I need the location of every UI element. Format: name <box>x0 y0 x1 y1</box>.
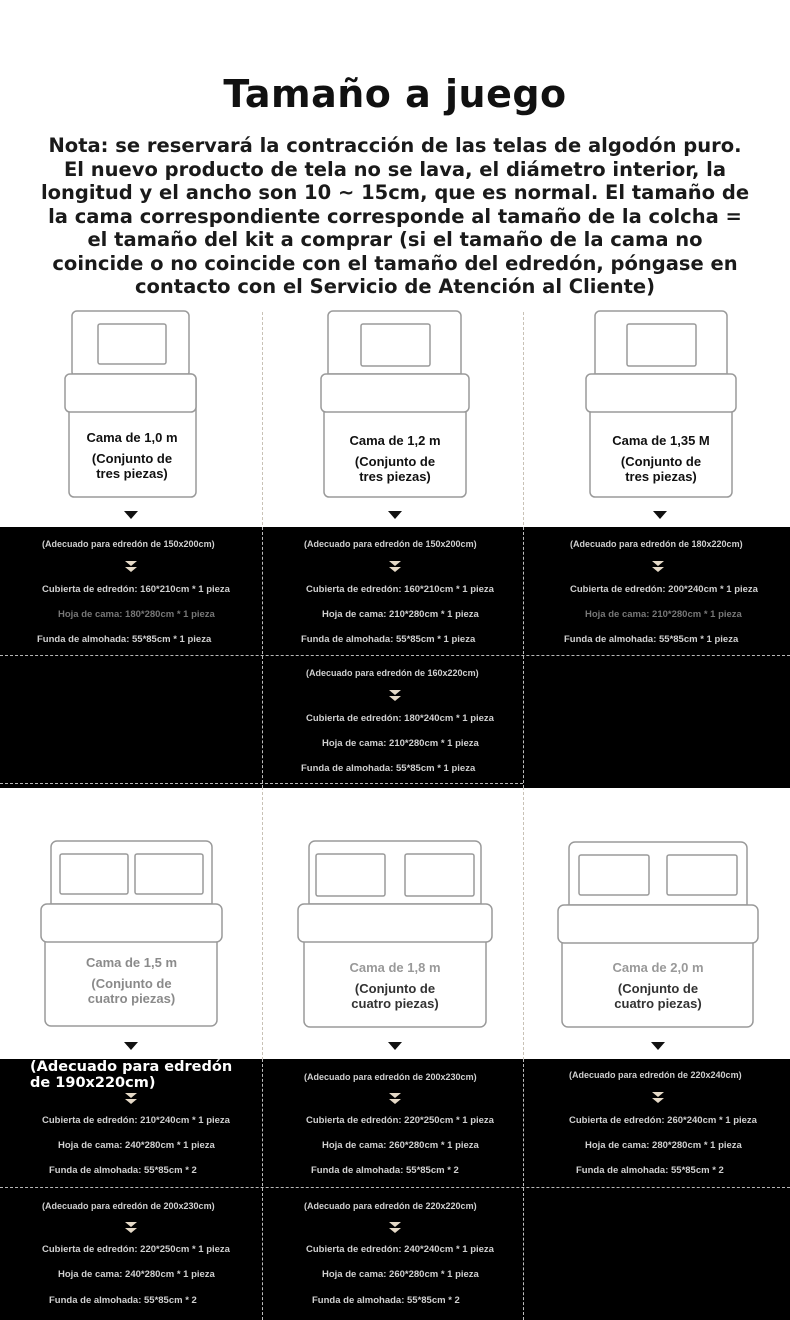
bed-set-line1: (Conjunto de <box>620 454 702 469</box>
quilt-fit-text: (Adecuado para edredón de 200x230cm) <box>42 1201 215 1211</box>
double-chevron-down-icon <box>651 1091 665 1105</box>
bed-size: Cama de 1,8 m <box>349 960 441 975</box>
bed-set-line2: cuatro piezas) <box>614 996 702 1011</box>
duvet-cover-text: Cubierta de edredón: 200*240cm * 1 pieza <box>570 584 758 595</box>
down-arrow-icon <box>653 511 667 519</box>
down-arrow-icon <box>651 1042 665 1050</box>
duvet-cover-text: Cubierta de edredón: 220*250cm * 1 pieza <box>306 1115 494 1126</box>
bed-sheet-text: Hoja de cama: 210*280cm * 1 pieza <box>322 609 479 620</box>
double-chevron-down-icon <box>124 1221 138 1235</box>
pillowcase-text: Funda de almohada: 55*85cm * 1 pieza <box>301 634 476 645</box>
pillowcase-text: Funda de almohada: 55*85cm * 2 <box>312 1295 460 1306</box>
row-divider <box>0 1187 790 1188</box>
bed-size: Cama de 1,35 M <box>612 433 710 448</box>
pillowcase-text: Funda de almohada: 55*85cm * 1 pieza <box>37 634 212 645</box>
band-column-divider <box>523 1059 524 1320</box>
duvet-cover-text: Cubierta de edredón: 160*210cm * 1 pieza <box>42 584 230 595</box>
bed-sheet-text: Hoja de cama: 280*280cm * 1 pieza <box>585 1140 742 1151</box>
quilt-fit-text: (Adecuado para edredón de 220x220cm) <box>304 1201 477 1211</box>
band-column-divider <box>523 527 524 788</box>
pillowcase-text: Funda de almohada: 55*85cm * 2 <box>49 1165 197 1176</box>
down-arrow-icon <box>124 1042 138 1050</box>
double-chevron-down-icon <box>388 560 402 574</box>
duvet-cover-text: Cubierta de edredón: 180*240cm * 1 pieza <box>306 713 494 724</box>
bed-sheet-text: Hoja de cama: 260*280cm * 1 pieza <box>322 1140 479 1151</box>
quilt-fit-text: (Adecuado para edredón de 150x200cm) <box>304 539 477 549</box>
bed-set-line2: cuatro piezas) <box>87 991 176 1006</box>
down-arrow-icon <box>388 1042 402 1050</box>
bed-sheet-text: Hoja de cama: 240*280cm * 1 pieza <box>58 1269 215 1280</box>
bed-label <box>585 433 737 484</box>
bed-sheet-text: Hoja de cama: 240*280cm * 1 pieza <box>58 1140 215 1151</box>
bed-label <box>297 960 493 1011</box>
bed-set-line2: tres piezas) <box>359 469 431 484</box>
row-divider <box>0 783 523 784</box>
bed-set-line2: tres piezas) <box>96 466 168 481</box>
double-chevron-down-icon <box>651 560 665 574</box>
quilt-fit-text: (Adecuado para edredón de 190x220cm) <box>30 1059 233 1091</box>
bed-sheet-text: Hoja de cama: 210*280cm * 1 pieza <box>322 738 479 749</box>
pillowcase-text: Funda de almohada: 55*85cm * 2 <box>49 1295 197 1306</box>
bed-set-line1: (Conjunto de <box>617 981 699 996</box>
bed-set-line2: cuatro piezas) <box>351 996 439 1011</box>
bed-size: Cama de 1,0 m <box>86 430 178 445</box>
band-column-divider <box>262 1059 263 1320</box>
bed-sheet-text: Hoja de cama: 210*280cm * 1 pieza <box>585 609 742 620</box>
double-chevron-down-icon <box>388 1092 402 1106</box>
duvet-cover-text: Cubierta de edredón: 210*240cm * 1 pieza <box>42 1115 230 1126</box>
bed-label <box>557 960 759 1011</box>
quilt-fit-text: (Adecuado para edredón de 200x230cm) <box>304 1072 477 1082</box>
bed-set-line1: (Conjunto de <box>91 976 172 991</box>
bed-size: Cama de 1,2 m <box>349 433 441 448</box>
bed-sheet-text: Hoja de cama: 260*280cm * 1 pieza <box>322 1269 479 1280</box>
bed-set-line2: tres piezas) <box>625 469 697 484</box>
pillowcase-text: Funda de almohada: 55*85cm * 1 pieza <box>564 634 739 645</box>
double-chevron-down-icon <box>388 1221 402 1235</box>
bed-set-line1: (Conjunto de <box>354 981 436 996</box>
duvet-cover-text: Cubierta de edredón: 260*240cm * 1 pieza <box>569 1115 757 1126</box>
bed-sheet-text: Hoja de cama: 180*280cm * 1 pieza <box>58 609 215 620</box>
page-title: Tamaño a juego <box>223 72 567 116</box>
double-chevron-down-icon <box>124 560 138 574</box>
row-divider <box>0 655 790 656</box>
down-arrow-icon <box>388 511 402 519</box>
double-chevron-down-icon <box>388 689 402 703</box>
quilt-fit-text: (Adecuado para edredón de 150x200cm) <box>42 539 215 549</box>
bed-label <box>64 430 200 481</box>
duvet-cover-text: Cubierta de edredón: 240*240cm * 1 pieza <box>306 1244 494 1255</box>
quilt-fit-text: (Adecuado para edredón de 180x220cm) <box>570 539 743 549</box>
quilt-fit-text: (Adecuado para edredón de 220x240cm) <box>569 1070 742 1080</box>
bed-size: Cama de 1,5 m <box>85 955 178 970</box>
duvet-cover-text: Cubierta de edredón: 220*250cm * 1 pieza <box>42 1244 230 1255</box>
bed-label <box>40 955 223 1006</box>
bed-label <box>320 433 470 484</box>
down-arrow-icon <box>124 511 138 519</box>
duvet-cover-text: Cubierta de edredón: 160*210cm * 1 pieza <box>306 584 494 595</box>
pillowcase-text: Funda de almohada: 55*85cm * 1 pieza <box>301 763 476 774</box>
pillowcase-text: Funda de almohada: 55*85cm * 2 <box>576 1165 724 1176</box>
pillowcase-text: Funda de almohada: 55*85cm * 2 <box>311 1165 459 1176</box>
quilt-fit-text: (Adecuado para edredón de 160x220cm) <box>306 668 479 678</box>
bed-set-line1: (Conjunto de <box>91 451 173 466</box>
double-chevron-down-icon <box>124 1092 138 1106</box>
band-column-divider <box>262 527 263 788</box>
size-note: Nota: se reservará la contracción de las telas de algodón puro. El nuevo producto de tela no se lava, el diámetro interior, la longitud y el ancho son 10 ~ 15cm, que es normal. El tamaño de la cama correspondiente corresponde al tamaño de la colcha = el tamaño del kit a comprar (si el tamaño de la cama no coincide o no coincide con el tamaño del edredón, póngase en contacto con el Servicio de Atención al Cliente) <box>40 134 750 298</box>
bed-size: Cama de 2,0 m <box>612 960 704 975</box>
bed-set-line1: (Conjunto de <box>354 454 436 469</box>
